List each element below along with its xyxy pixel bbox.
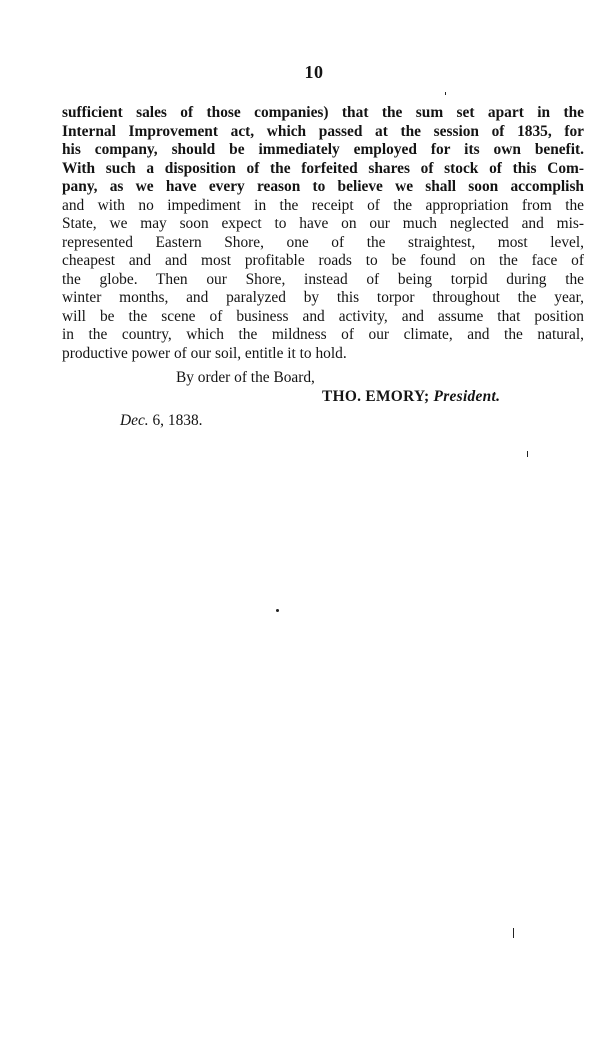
ink-speck: [445, 92, 446, 95]
text-line: productive power of our soil, entitle it to hold.: [62, 344, 347, 362]
text-line: cheapest and and most profitable roads to be found on the face of: [62, 252, 584, 269]
text-line: pany, as we have every reason to believe we shall soon accomplish: [62, 178, 584, 195]
text-line: With such a disposition of the forfeited shares of stock of this Com-: [62, 159, 584, 177]
signature-title: President.: [433, 388, 501, 405]
date-month: Dec.: [120, 412, 149, 429]
signature-order: By order of the Board,: [176, 369, 315, 386]
text-line: his company, should be immediately employed for its own benefit.: [62, 141, 584, 158]
signature: [322, 388, 500, 406]
text-line: winter months, and paralyzed by this torpor throughout the year,: [62, 289, 584, 306]
text-line: State, we may soon expect to have on our much neglected and mis-: [62, 215, 584, 232]
text-line: sufficient sales of those companies) that the sum set apart in the: [62, 104, 584, 121]
ink-speck: [513, 928, 514, 938]
ink-speck: [276, 609, 279, 612]
text-line: in the country, which the mildness of our climate, and the natural,: [62, 326, 584, 343]
text-line: represented Eastern Shore, one of the straightest, most level,: [62, 233, 584, 251]
text-line: and with no impediment in the receipt of the appropriation from the: [62, 196, 584, 214]
text-line: will be the scene of business and activity, and assume that position: [62, 307, 584, 325]
page-number: 10: [304, 62, 324, 82]
signature-name: THO. EMORY;: [322, 388, 430, 405]
text-line: Internal Improvement act, which passed at the session of 1835, for: [62, 122, 584, 140]
text-line: the globe. Then our Shore, instead of being torpid during the: [62, 270, 584, 288]
date-rest: 6, 1838.: [152, 412, 203, 429]
ink-speck: [527, 451, 528, 457]
date-line: [120, 412, 203, 430]
body-text: [62, 104, 584, 363]
